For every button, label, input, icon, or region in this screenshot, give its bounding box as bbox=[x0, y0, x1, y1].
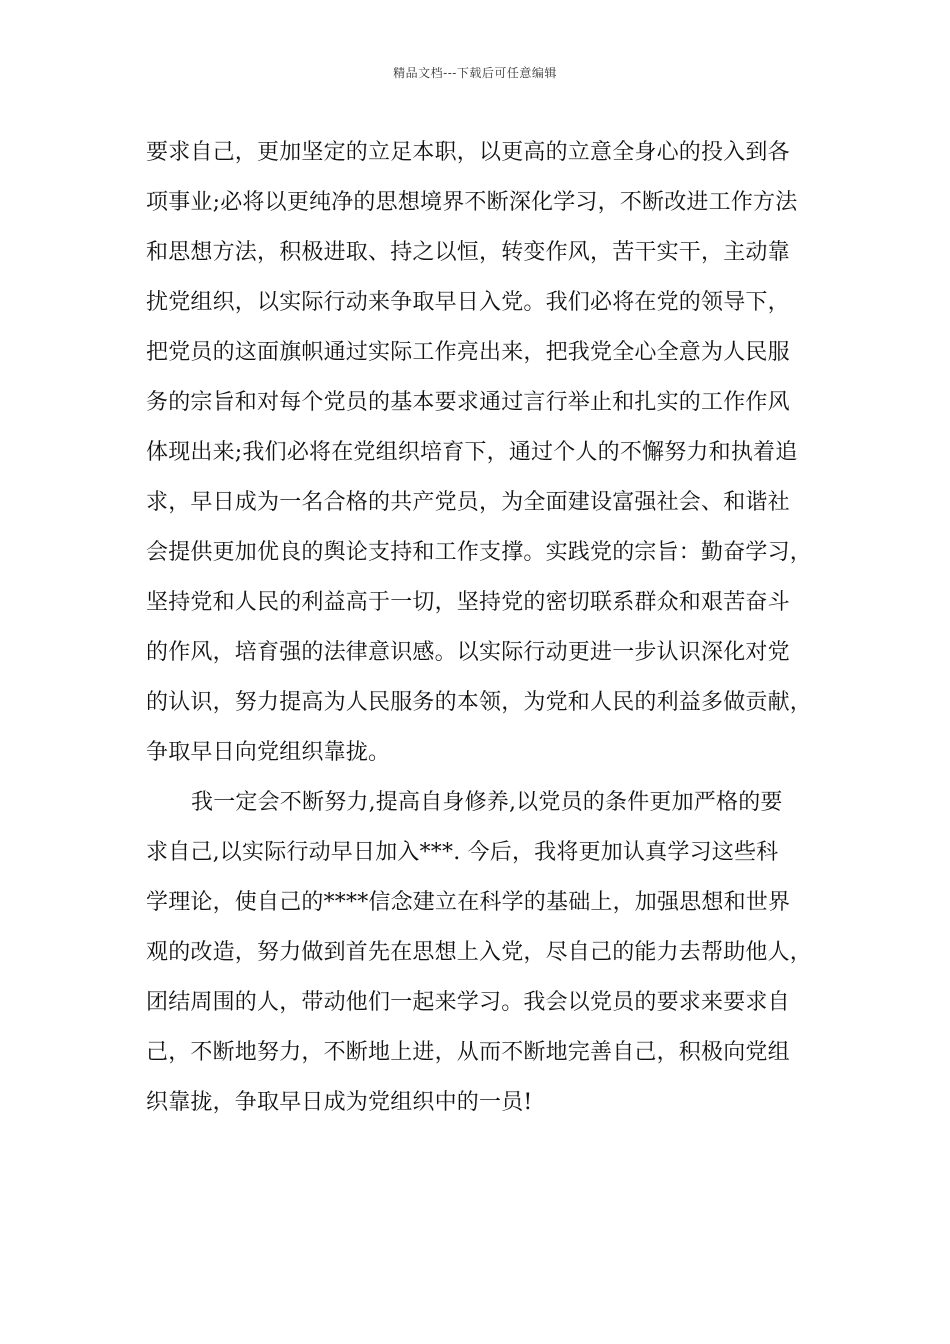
paragraph-line: 我一定会不断努力,提高自身修养,以党员的条件更加严格的要 bbox=[191, 790, 783, 815]
paragraph-line: 己，不断地努力，不断地上进，从而不断地完善自己，积极向党组 bbox=[146, 1040, 790, 1065]
paragraph-line: 会提供更加优良的舆论支持和工作支撑。实践党的宗旨：勤奋学习， bbox=[146, 540, 813, 565]
paragraph-line: 体现出来;我们必将在党组织培育下，通过个人的不懈努力和执着追 bbox=[146, 440, 798, 465]
paragraph-line: 团结周围的人，带动他们一起来学习。我会以党员的要求来要求自 bbox=[146, 990, 790, 1015]
paragraph-line: 求，早日成为一名合格的共产党员，为全面建设富强社会、和谐社 bbox=[146, 490, 790, 515]
paragraph-line: 织靠拢，争取早日成为党组织中的一员! bbox=[146, 1090, 533, 1115]
paragraph-line: 观的改造，努力做到首先在思想上入党，尽自己的能力去帮助他人， bbox=[146, 940, 813, 965]
paragraph-line: 把党员的这面旗帜通过实际工作亮出来，把我党全心全意为人民服 bbox=[146, 340, 790, 365]
paragraph-line: 学理论，使自己的****信念建立在科学的基础上，加强思想和世界 bbox=[146, 890, 791, 915]
paragraph-line: 坚持党和人民的利益高于一切，坚持党的密切联系群众和艰苦奋斗 bbox=[146, 590, 790, 615]
page-header: 精品文档---下载后可任意编辑 bbox=[393, 66, 557, 80]
paragraph-line: 的认识，努力提高为人民服务的本领，为党和人民的利益多做贡献， bbox=[146, 690, 813, 715]
paragraph-2 bbox=[146, 778, 826, 1128]
paragraph-line: 项事业;必将以更纯净的思想境界不断深化学习，不断改进工作方法 bbox=[146, 190, 798, 215]
paragraph-line: 要求自己，更加坚定的立足本职，以更高的立意全身心的投入到各 bbox=[146, 140, 790, 165]
paragraph-line: 扰党组织，以实际行动来争取早日入党。我们必将在党的领导下， bbox=[146, 290, 790, 315]
document-body bbox=[146, 128, 826, 1128]
paragraph-line: 求自己,以实际行动早日加入***. 今后，我将更加认真学习这些科 bbox=[146, 840, 779, 865]
paragraph-1 bbox=[146, 128, 826, 778]
paragraph-line: 的作风，培育强的法律意识感。以实际行动更进一步认识深化对党 bbox=[146, 640, 790, 665]
paragraph-line: 争取早日向党组织靠拢。 bbox=[146, 740, 391, 765]
paragraph-line: 和思想方法，积极进取、持之以恒，转变作风，苦干实干，主动靠 bbox=[146, 240, 790, 265]
paragraph-line: 务的宗旨和对每个党员的基本要求通过言行举止和扎实的工作作风 bbox=[146, 390, 790, 415]
